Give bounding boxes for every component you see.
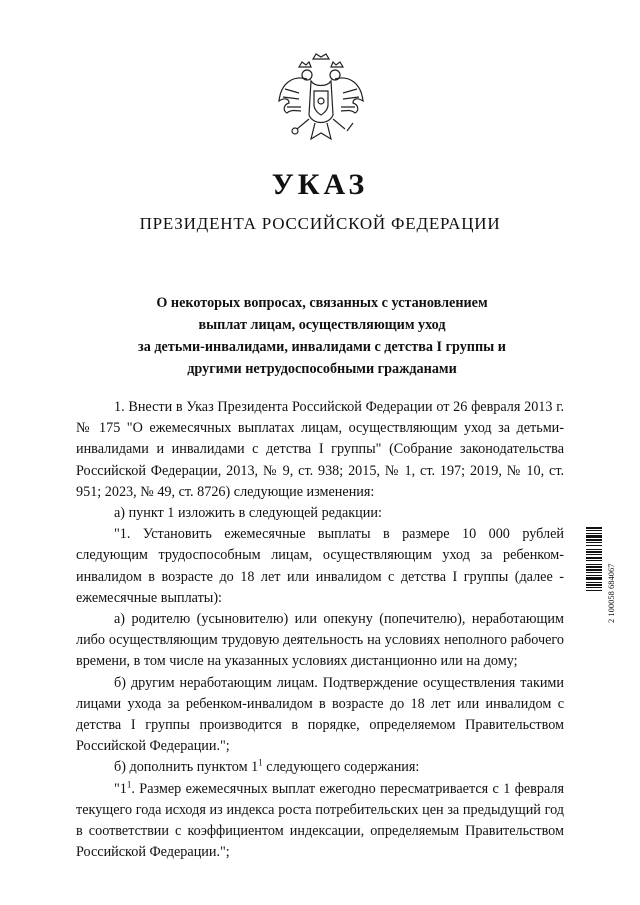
barcode-bar xyxy=(586,542,602,543)
barcode-bar xyxy=(586,584,602,586)
barcode-bar xyxy=(586,564,602,565)
barcode-bar xyxy=(586,539,602,541)
barcode-bar xyxy=(586,575,602,576)
heading-line: за детьми-инвалидами, инвалидами с детства I группы и xyxy=(138,339,506,355)
barcode-bar xyxy=(586,535,602,538)
barcode-bar xyxy=(586,590,602,591)
barcode-bar xyxy=(586,557,602,559)
barcode-bar xyxy=(586,560,602,561)
paragraph-6-text-end: следующего содержания: xyxy=(262,759,420,776)
decree-body xyxy=(76,397,564,863)
paragraph-5: б) другим неработающим лицам. Подтверждение осуществления такими лицами ухода за ребенком-инвалидом в возрасте до 18 лет или инвалидом с детства I группы производится в порядке, определяемом Правительством Российской Федерации."; xyxy=(76,674,564,755)
barcode-bar xyxy=(586,582,602,583)
side-barcode-stamp xyxy=(584,525,618,625)
barcode-icon xyxy=(586,527,602,591)
document-title: УКАЗ xyxy=(271,168,369,201)
barcode-bar xyxy=(586,577,602,580)
barcode-bar xyxy=(586,566,602,568)
document-subtitle: ПРЕЗИДЕНТА РОССИЙСКОЙ ФЕДЕРАЦИИ xyxy=(139,214,501,233)
barcode-bar xyxy=(586,527,602,529)
barcode-bar xyxy=(586,545,602,546)
barcode-bar xyxy=(586,533,602,534)
heading-line: выплат лицам, осуществляющим уход xyxy=(198,317,446,333)
barcode-bar xyxy=(586,572,602,573)
paragraph-6 xyxy=(76,757,564,778)
paragraph-3: "1. Установить ежемесячные выплаты в размере 10 000 рублей следующим трудоспособным лицам, осуществляющим уход за ребенком-инвалидом в возрасте до 18 лет или инвалидом с детства I группы (далее - ежемесячные выплаты): xyxy=(76,526,564,606)
barcode-bar xyxy=(586,569,602,571)
barcode-bar xyxy=(586,549,602,550)
barcode-bar xyxy=(586,554,602,555)
decree-heading xyxy=(72,292,572,380)
superscript: 1 xyxy=(126,778,132,789)
barcode-bar xyxy=(586,587,602,588)
barcode-bar xyxy=(586,530,602,531)
barcode-number: 2 100058 684067 xyxy=(606,563,616,623)
paragraph-6-text: б) дополнить пунктом 1 xyxy=(114,759,259,776)
paragraph-7 xyxy=(76,779,564,864)
coat-of-arms-emblem xyxy=(275,53,367,149)
paragraph-1: 1. Внести в Указ Президента Российской Федерации от 26 февраля 2013 г. № 175 "О ежемесячных выплатах лицам, осуществляющим уход за детьми-инвалидами и инвалидами с детства I группы" (Собрание законодательства Российской Федерации, 2013, № 9, ст. 938; 2015, № 1, ст. 197; 2019, № 10, ст. 951; 2023, № 49, ст. 8726) следующие изменения: xyxy=(76,399,564,500)
superscript: 1 xyxy=(258,757,263,768)
paragraph-7-text: "1 xyxy=(114,780,127,797)
paragraph-2: а) пункт 1 изложить в следующей редакции: xyxy=(114,505,382,522)
barcode-bar xyxy=(586,551,602,553)
paragraph-7-text-end: . Размер ежемесячных выплат ежегодно пересматривается с 1 февраля текущего года исходя из индекса роста потребительских цен за предыдущий год в соответствии с коэффициентом индексации, определяемым Правительством Российской Федерации."; xyxy=(76,780,564,861)
heading-line: другими нетрудоспособными гражданами xyxy=(187,361,457,377)
heading-line: О некоторых вопросах, связанных с установлением xyxy=(156,295,488,311)
paragraph-4: а) родителю (усыновителю) или опекуну (попечителю), неработающим либо осуществляющим трудовую деятельность на условиях неполного рабочего времени, в том числе на указанных условиях дистанционно или на дому; xyxy=(76,611,564,670)
